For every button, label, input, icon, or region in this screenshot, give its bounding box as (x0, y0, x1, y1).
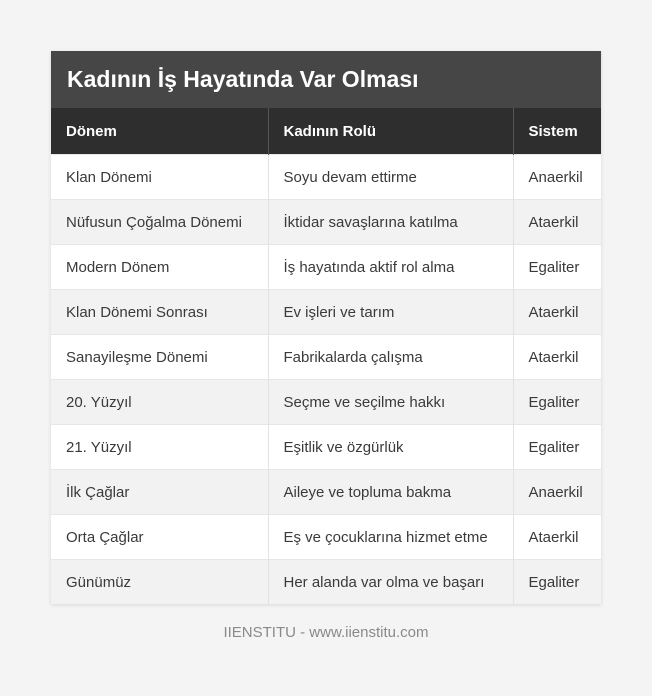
cell-rol: Eş ve çocuklarına hizmet etme (268, 515, 513, 560)
cell-sistem: Ataerkil (513, 200, 601, 245)
cell-rol: İş hayatında aktif rol alma (268, 245, 513, 290)
cell-donem: Orta Çağlar (51, 515, 268, 560)
cell-sistem: Anaerkil (513, 470, 601, 515)
cell-donem: Nüfusun Çoğalma Dönemi (51, 200, 268, 245)
table-card (51, 51, 601, 604)
data-table (51, 108, 601, 604)
table-row (51, 425, 601, 470)
cell-sistem: Egaliter (513, 560, 601, 605)
cell-rol: İktidar savaşlarına katılma (268, 200, 513, 245)
cell-donem: Klan Dönemi (51, 155, 268, 200)
table-row (51, 200, 601, 245)
table-row (51, 380, 601, 425)
cell-donem: Modern Dönem (51, 245, 268, 290)
cell-donem: 21. Yüzyıl (51, 425, 268, 470)
cell-rol: Seçme ve seçilme hakkı (268, 380, 513, 425)
header-sistem: Sistem (513, 108, 601, 155)
cell-rol: Fabrikalarda çalışma (268, 335, 513, 380)
table-title: Kadının İş Hayatında Var Olması (51, 51, 601, 108)
table-row (51, 335, 601, 380)
cell-donem: Sanayileşme Dönemi (51, 335, 268, 380)
table-row (51, 470, 601, 515)
table-row (51, 560, 601, 605)
footer-source: IIENSTITU - www.iienstitu.com (223, 624, 429, 641)
cell-donem: Günümüz (51, 560, 268, 605)
cell-rol: Aileye ve topluma bakma (268, 470, 513, 515)
cell-donem: 20. Yüzyıl (51, 380, 268, 425)
cell-donem: Klan Dönemi Sonrası (51, 290, 268, 335)
table-row (51, 290, 601, 335)
cell-sistem: Egaliter (513, 245, 601, 290)
cell-rol: Soyu devam ettirme (268, 155, 513, 200)
header-donem: Dönem (51, 108, 268, 155)
cell-rol: Ev işleri ve tarım (268, 290, 513, 335)
header-row (51, 108, 601, 155)
cell-sistem: Anaerkil (513, 155, 601, 200)
cell-sistem: Ataerkil (513, 290, 601, 335)
cell-donem: İlk Çağlar (51, 470, 268, 515)
cell-rol: Her alanda var olma ve başarı (268, 560, 513, 605)
table-row (51, 245, 601, 290)
cell-sistem: Ataerkil (513, 335, 601, 380)
cell-sistem: Egaliter (513, 425, 601, 470)
cell-sistem: Ataerkil (513, 515, 601, 560)
cell-rol: Eşitlik ve özgürlük (268, 425, 513, 470)
cell-sistem: Egaliter (513, 380, 601, 425)
header-rol: Kadının Rolü (268, 108, 513, 155)
table-row (51, 155, 601, 200)
table-row (51, 515, 601, 560)
